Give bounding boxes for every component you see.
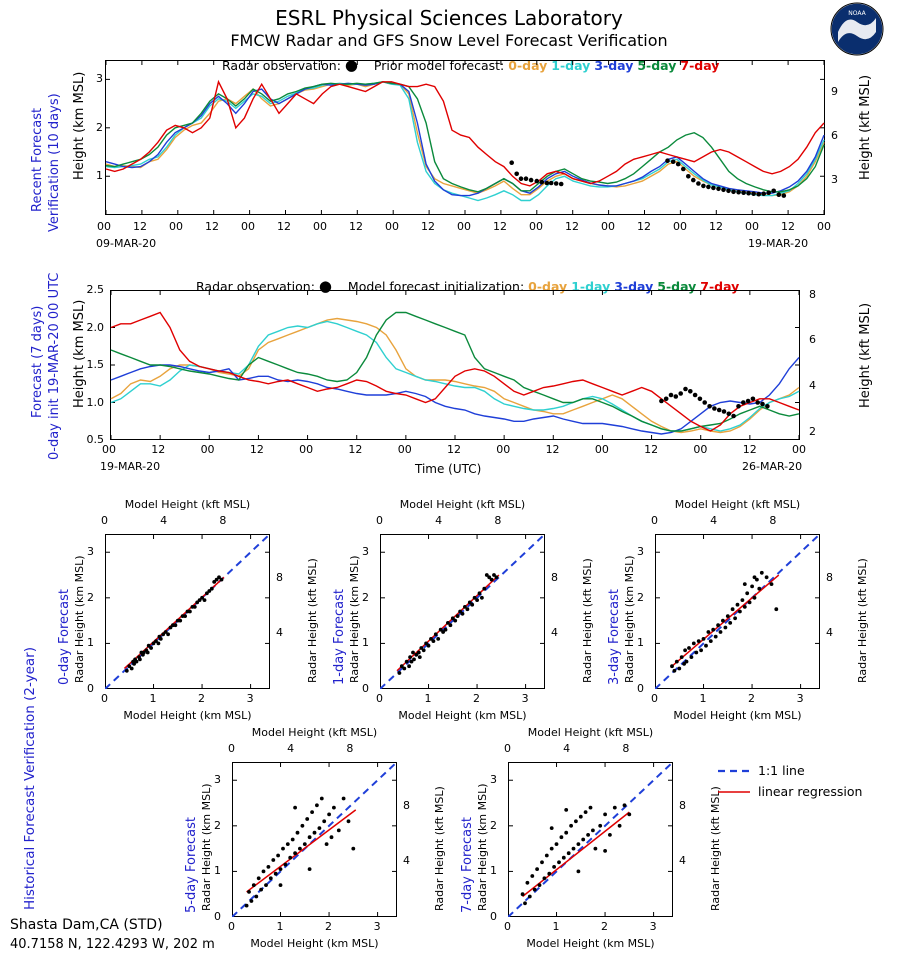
scatter-ytick-col <box>87 534 101 695</box>
scatter-ylabel-right: Radar Height (kft MSL) <box>306 558 319 683</box>
xtick-label: 2 <box>325 920 333 933</box>
xtick-label: 00 <box>241 220 255 233</box>
xtick-label: 0 <box>376 692 383 705</box>
ytick-label: 2 <box>490 818 497 832</box>
scatter-ytick-col-right <box>403 762 417 917</box>
scatter-panel-title: 0-day Forecast <box>57 588 72 685</box>
panel2-legend-model-label: Model forecast initialization: <box>347 279 525 294</box>
scatter-ytick-col <box>214 762 228 923</box>
xtick-label: 00 <box>594 443 609 456</box>
panel1-ylabel: Height (km MSL) <box>72 71 87 180</box>
xtick-label: 3 <box>373 920 381 933</box>
xtick-label: 00 <box>817 220 831 233</box>
panel1-xtick-row <box>97 220 831 234</box>
panel1-legend-0day: 0-day <box>508 58 548 73</box>
scatter-xlabel-top: Model Height (kft MSL) <box>251 726 378 739</box>
ytick-label: 8 <box>826 570 833 584</box>
panel2-legend-3day: 3-day <box>614 279 654 294</box>
scatter-ylabel-right: Radar Height (kft MSL) <box>581 558 594 683</box>
scatter-xtick-top-row <box>651 514 820 528</box>
scatter-xlabel: Model Height (km MSL) <box>250 937 379 950</box>
xtick-label: 00 <box>792 443 806 456</box>
scatter-plot <box>508 762 673 917</box>
xtick-label: 00 <box>601 220 615 233</box>
panel3-side-label: Historical Forecast Verification (2-year) <box>22 647 38 910</box>
xtick-label: 2 <box>473 692 481 705</box>
xtick-label: 3 <box>521 692 529 705</box>
xtick-label: 12 <box>644 443 659 456</box>
page-title: ESRL Physical Sciences Laboratory <box>275 6 623 30</box>
xtick-label: 2 <box>748 692 756 705</box>
station-name: Shasta Dam,CA (STD) <box>10 917 163 933</box>
xtick-label: 00 <box>97 220 111 233</box>
panel2-ytick-col-right <box>806 287 824 440</box>
xtick-label: 00 <box>102 443 116 456</box>
ytick-label: 0 <box>87 682 94 695</box>
noaa-logo <box>830 2 884 56</box>
xtick-label: 12 <box>249 443 264 456</box>
ytick-label: 0.5 <box>86 433 104 446</box>
ytick-label: 1 <box>637 636 644 650</box>
ytick-label: 1 <box>96 169 103 183</box>
scatter-ylabel-right: Radar Height (kft MSL) <box>433 786 446 911</box>
scatter-plot <box>380 534 545 689</box>
panel2-legend-5day: 5-day <box>657 279 697 294</box>
scatter-xlabel: Model Height (km MSL) <box>673 709 802 722</box>
scatter-xtick-row <box>376 692 545 706</box>
panel1-xstart: 09-MAR-20 <box>96 237 157 250</box>
panel2-ytick-col <box>74 283 104 446</box>
ytick-label: 1 <box>362 636 369 650</box>
ytick-label: 3 <box>637 545 644 559</box>
panel2-legend-1day: 1-day <box>571 279 611 294</box>
xtick-label: 0 <box>651 692 658 705</box>
scatter-xlabel-top: Model Height (kft MSL) <box>399 498 526 511</box>
scatter-ytick-col <box>362 534 376 695</box>
ytick-label: 1 <box>214 864 221 878</box>
scatter-xlabel-top: Model Height (kft MSL) <box>674 498 801 511</box>
ytick-label: 6 <box>831 129 838 143</box>
xtick-label: 0 <box>101 514 108 527</box>
ytick-label: 4 <box>276 626 283 640</box>
panel1-xend: 19-MAR-20 <box>748 237 809 250</box>
xtick-label: 12 <box>421 220 435 233</box>
scatter-xlabel: Model Height (km MSL) <box>123 709 252 722</box>
ytick-label: 2 <box>637 590 644 604</box>
xtick-label: 00 <box>397 443 412 456</box>
panel1-legend-obs-marker: ● <box>344 56 358 74</box>
panel2-legend-0day: 0-day <box>528 279 568 294</box>
scatter-plot <box>655 534 820 689</box>
ytick-label: 3 <box>87 545 94 559</box>
ytick-label: 8 <box>551 570 558 584</box>
panel2-legend-obs-label: Radar observation: <box>196 279 315 294</box>
scatter-ytick-col <box>637 534 651 695</box>
ytick-label: 3 <box>831 173 838 187</box>
panel1-legend-1day: 1-day <box>551 58 591 73</box>
panel2-side-label-line1: Forecast (7 days) <box>30 305 45 418</box>
panel1-ytick-col-right <box>828 60 846 215</box>
ytick-label: 8 <box>679 798 686 812</box>
scatter-ytick-col <box>490 762 504 923</box>
xtick-label: 0 <box>228 920 235 933</box>
xtick-label: 0 <box>504 920 511 933</box>
xtick-label: 12 <box>565 220 579 233</box>
xtick-label: 8 <box>346 742 354 755</box>
scatter-legend-regression: linear regression <box>758 784 863 799</box>
scatter-xtick-row <box>651 692 820 706</box>
station-coords: 40.7158 N, 122.4293 W, 202 m <box>10 937 215 952</box>
scatter-panel-title: 1-day Forecast <box>332 588 347 685</box>
ytick-label: 0 <box>362 682 369 695</box>
panel1-plot <box>105 60 825 215</box>
xtick-label: 4 <box>710 514 718 527</box>
ytick-label: 1 <box>490 864 497 878</box>
xtick-label: 1 <box>699 692 707 705</box>
panel2-side-label-line2: 0-day init 19-MAR-20 00 UTC <box>47 272 62 460</box>
xtick-label: 8 <box>494 514 502 527</box>
xtick-label: 12 <box>742 443 757 456</box>
ytick-label: 0 <box>214 910 221 923</box>
xtick-label: 12 <box>545 443 560 456</box>
ytick-label: 3 <box>490 773 497 787</box>
scatter-ylabel-right: Radar Height (kft MSL) <box>709 786 722 911</box>
scatter-ytick-col-right <box>826 534 840 689</box>
panel2-ylabel: Height (km MSL) <box>72 299 87 408</box>
scatter-xtick-top-row <box>101 514 270 528</box>
ytick-label: 9 <box>831 84 838 98</box>
svg-text:NOAA: NOAA <box>848 10 866 17</box>
xtick-label: 00 <box>200 443 215 456</box>
ytick-label: 0 <box>490 910 497 923</box>
panel2-xend: 26-MAR-20 <box>742 460 803 473</box>
scatter-xtick-row <box>101 692 270 706</box>
panel2-xstart: 19-MAR-20 <box>100 460 161 473</box>
xtick-label: 0 <box>228 742 235 755</box>
scatter-ytick-col-right <box>679 762 693 917</box>
ytick-label: 3 <box>362 545 369 559</box>
page-subtitle: FMCW Radar and GFS Snow Level Forecast Verification <box>230 31 668 50</box>
ytick-label: 2 <box>87 590 94 604</box>
ytick-label: 6 <box>809 333 816 347</box>
xtick-label: 3 <box>649 920 657 933</box>
ytick-label: 2.5 <box>86 283 104 296</box>
xtick-label: 12 <box>151 443 166 456</box>
xtick-label: 0 <box>376 514 383 527</box>
xtick-label: 00 <box>457 220 471 233</box>
scatter-plot <box>232 762 397 917</box>
ytick-label: 1.5 <box>86 358 104 371</box>
scatter-xlabel-top: Model Height (kft MSL) <box>124 498 251 511</box>
xtick-label: 12 <box>133 220 147 233</box>
scatter-legend-identity: 1:1 line <box>758 763 805 778</box>
panel1-legend-7day: 7-day <box>680 58 720 73</box>
ytick-label: 2 <box>809 424 816 438</box>
scatter-xlabel: Model Height (km MSL) <box>526 937 655 950</box>
scatter-xtick-top-row <box>376 514 545 528</box>
xtick-label: 12 <box>349 220 363 233</box>
xtick-label: 00 <box>529 220 543 233</box>
ytick-label: 8 <box>403 798 410 812</box>
panel2-legend-7day: 7-day <box>700 279 740 294</box>
panel2-legend-obs-marker: ● <box>318 277 332 295</box>
scatter-ylabel: Radar Height (km MSL) <box>476 783 489 911</box>
xtick-label: 12 <box>348 443 363 456</box>
scatter-ylabel: Radar Height (km MSL) <box>348 555 361 683</box>
xtick-label: 12 <box>205 220 219 233</box>
xtick-label: 00 <box>673 220 687 233</box>
ytick-label: 2 <box>214 818 221 832</box>
scatter-panel-title: 3-day Forecast <box>607 588 622 685</box>
xtick-label: 00 <box>693 443 708 456</box>
xtick-label: 0 <box>504 742 511 755</box>
xtick-label: 12 <box>781 220 795 233</box>
xtick-label: 12 <box>493 220 507 233</box>
scatter-panel-title: 7-day Forecast <box>460 816 475 913</box>
xtick-label: 4 <box>160 514 168 527</box>
panel2-xtick-row <box>102 443 806 457</box>
xtick-label: 00 <box>496 443 511 456</box>
ytick-label: 4 <box>679 854 686 868</box>
scatter-xtick-top-row <box>504 742 673 756</box>
scatter-ytick-col-right <box>551 534 565 689</box>
ytick-label: 4 <box>809 379 816 393</box>
scatter-plot <box>105 534 270 689</box>
xtick-label: 3 <box>796 692 804 705</box>
ytick-label: 0 <box>637 682 644 695</box>
panel1-legend-obs-label: Radar observation: <box>222 58 341 73</box>
scatter-ytick-col-right <box>276 534 290 689</box>
panel2-xlabel: Time (UTC) <box>415 462 482 476</box>
xtick-label: 12 <box>709 220 723 233</box>
xtick-label: 1 <box>149 692 157 705</box>
ytick-label: 1 <box>87 636 94 650</box>
xtick-label: 8 <box>769 514 777 527</box>
xtick-label: 8 <box>219 514 227 527</box>
scatter-xlabel: Model Height (km MSL) <box>398 709 527 722</box>
xtick-label: 2 <box>601 920 609 933</box>
scatter-ylabel: Radar Height (km MSL) <box>200 783 213 911</box>
xtick-label: 00 <box>745 220 759 233</box>
ytick-label: 3 <box>214 773 221 787</box>
xtick-label: 8 <box>622 742 630 755</box>
ytick-label: 4 <box>826 626 833 640</box>
panel1-legend-3day: 3-day <box>594 58 634 73</box>
ytick-label: 2 <box>96 120 103 134</box>
xtick-label: 00 <box>385 220 399 233</box>
scatter-ylabel: Radar Height (km MSL) <box>623 555 636 683</box>
ytick-label: 1.0 <box>86 395 104 409</box>
xtick-label: 12 <box>637 220 651 233</box>
ytick-label: 8 <box>809 287 816 301</box>
panel1-side-label-line1: Recent Forecast <box>30 107 45 212</box>
scatter-ylabel-right: Radar Height (kft MSL) <box>856 558 869 683</box>
panel2-plot <box>110 290 800 440</box>
xtick-label: 12 <box>447 443 461 456</box>
xtick-label: 2 <box>198 692 206 705</box>
ytick-label: 4 <box>551 626 558 640</box>
scatter-xtick-row <box>228 920 397 934</box>
scatter-xtick-top-row <box>228 742 397 756</box>
xtick-label: 1 <box>552 920 560 933</box>
xtick-label: 12 <box>277 220 291 233</box>
scatter-xtick-row <box>504 920 673 934</box>
xtick-label: 00 <box>313 220 327 233</box>
xtick-label: 0 <box>651 514 658 527</box>
scatter-panel-title: 5-day Forecast <box>184 816 199 913</box>
ytick-label: 2 <box>362 590 369 604</box>
scatter-legend <box>718 763 862 799</box>
xtick-label: 1 <box>276 920 284 933</box>
scatter-xlabel-top: Model Height (kft MSL) <box>527 726 654 739</box>
ytick-label: 4 <box>403 854 410 868</box>
ytick-label: 3 <box>96 72 103 86</box>
panel1-ylabel-right: Height (kft MSL) <box>858 74 873 180</box>
panel2-ylabel-right: Height (kft MSL) <box>858 302 873 408</box>
xtick-label: 4 <box>563 742 571 755</box>
xtick-label: 4 <box>435 514 443 527</box>
panel1-legend-5day: 5-day <box>637 58 677 73</box>
xtick-label: 0 <box>101 692 108 705</box>
xtick-label: 00 <box>299 443 314 456</box>
ytick-label: 8 <box>276 570 283 584</box>
xtick-label: 00 <box>169 220 183 233</box>
panel1-legend-model-label: Prior model forecast: <box>373 58 505 73</box>
xtick-label: 3 <box>246 692 254 705</box>
xtick-label: 4 <box>287 742 295 755</box>
panel1-side-label-line2: Verification (10 days) <box>47 93 62 232</box>
panel1-ytick-col <box>85 60 103 215</box>
xtick-label: 1 <box>424 692 432 705</box>
ytick-label: 2.0 <box>86 320 104 334</box>
scatter-ylabel: Radar Height (km MSL) <box>73 555 86 683</box>
